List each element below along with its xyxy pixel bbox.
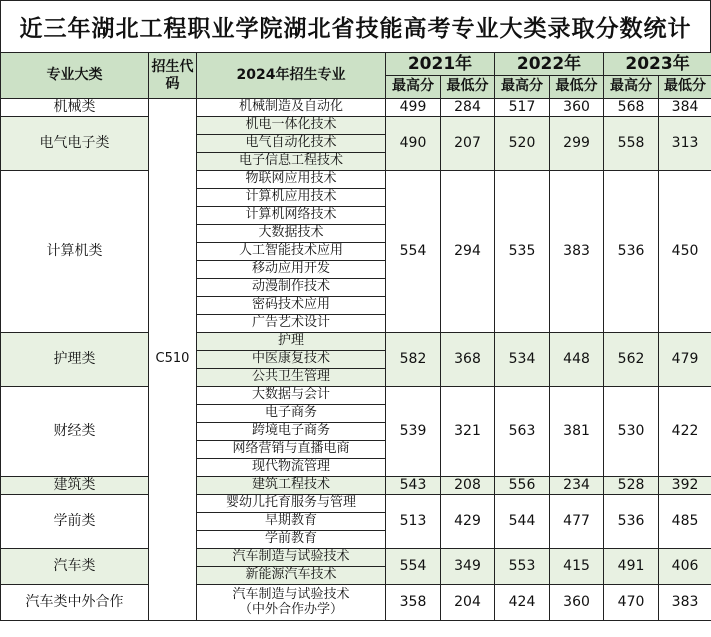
max-score-cell: 490 [386,117,441,171]
major-cell: 计算机应用技术 [197,189,386,207]
table-row [1,171,711,189]
max-score-cell: 513 [386,495,441,549]
major-cell: 广告艺术设计 [197,315,386,333]
header-category: 专业大类 [1,53,149,99]
max-score-cell: 517 [495,99,550,117]
table-row [1,99,711,117]
major-line: （中外合作办学） [238,601,343,617]
page-title: 近三年湖北工程职业学院湖北省技能高考专业大类录取分数统计 [0,0,711,52]
table-row [1,333,711,351]
min-score-cell: 368 [441,333,495,387]
min-score-cell: 485 [659,495,711,549]
min-score-cell: 321 [441,387,495,477]
major-cell: 大数据技术 [197,225,386,243]
min-score-cell: 415 [550,549,604,585]
major-cell: 网络营销与直播电商 [197,441,386,459]
major-cell: 物联网应用技术 [197,171,386,189]
table-row [1,495,711,513]
max-score-cell: 568 [604,99,659,117]
min-score-cell: 383 [550,171,604,333]
max-score-cell: 539 [386,387,441,477]
header-year-2022: 2022年 [495,53,604,76]
header-year-2021: 2021年 [386,53,495,76]
max-score-cell: 358 [386,585,441,621]
max-score-cell: 582 [386,333,441,387]
max-score-cell: 556 [495,477,550,495]
category-cell: 建筑类 [1,477,149,495]
max-score-cell: 563 [495,387,550,477]
major-cell: 动漫制作技术 [197,279,386,297]
major-cell: 计算机网络技术 [197,207,386,225]
min-score-cell: 384 [659,99,711,117]
max-score-cell: 554 [386,549,441,585]
min-score-cell: 422 [659,387,711,477]
table-body [1,99,711,621]
max-score-cell: 536 [604,495,659,549]
category-cell: 学前类 [1,495,149,549]
major-cell: 新能源汽车技术 [197,567,386,585]
header-max: 最高分 [386,76,441,99]
major-cell: 建筑工程技术 [197,477,386,495]
category-cell: 汽车类 [1,549,149,585]
category-cell: 财经类 [1,387,149,477]
min-score-cell: 406 [659,549,711,585]
header-code: 招生代码 [149,53,197,99]
max-score-cell: 491 [604,549,659,585]
min-score-cell: 360 [550,99,604,117]
code-cell: C510 [149,99,197,621]
max-score-cell: 520 [495,117,550,171]
max-score-cell: 530 [604,387,659,477]
major-cell: 跨境电子商务 [197,423,386,441]
max-score-cell: 535 [495,171,550,333]
category-cell: 计算机类 [1,171,149,333]
min-score-cell: 299 [550,117,604,171]
min-score-cell: 477 [550,495,604,549]
category-cell: 机械类 [1,99,149,117]
min-score-cell: 450 [659,171,711,333]
min-score-cell: 448 [550,333,604,387]
major-cell: 公共卫生管理 [197,369,386,387]
min-score-cell: 381 [550,387,604,477]
max-score-cell: 544 [495,495,550,549]
max-score-cell: 499 [386,99,441,117]
major-cell: 汽车制造与试验技术 [197,549,386,567]
min-score-cell: 208 [441,477,495,495]
header-max: 最高分 [604,76,659,99]
header-major: 2024年招生专业 [197,53,386,99]
min-score-cell: 383 [659,585,711,621]
table-row [1,585,711,621]
max-score-cell: 543 [386,477,441,495]
min-score-cell: 234 [550,477,604,495]
major-cell: 移动应用开发 [197,261,386,279]
max-score-cell: 534 [495,333,550,387]
min-score-cell: 479 [659,333,711,387]
major-cell: 中医康复技术 [197,351,386,369]
min-score-cell: 392 [659,477,711,495]
major-cell: 电子信息工程技术 [197,153,386,171]
major-cell: 婴幼儿托育服务与管理 [197,495,386,513]
major-cell: 护理 [197,333,386,351]
max-score-cell: 424 [495,585,550,621]
table-row [1,477,711,495]
max-score-cell: 554 [386,171,441,333]
max-score-cell: 536 [604,171,659,333]
table-row [1,117,711,135]
header-min: 最低分 [659,76,711,99]
min-score-cell: 204 [441,585,495,621]
category-cell: 护理类 [1,333,149,387]
major-cell: 电子商务 [197,405,386,423]
min-score-cell: 429 [441,495,495,549]
category-cell: 汽车类中外合作 [1,585,149,621]
max-score-cell: 470 [604,585,659,621]
major-cell: 大数据与会计 [197,387,386,405]
major-cell: 密码技术应用 [197,297,386,315]
max-score-cell: 553 [495,549,550,585]
category-cell: 电气电子类 [1,117,149,171]
header-min: 最低分 [550,76,604,99]
header-year-2023: 2023年 [604,53,711,76]
admission-score-table [0,52,711,621]
major-cell: 机械制造及自动化 [197,99,386,117]
major-cell: 早期教育 [197,513,386,531]
min-score-cell: 207 [441,117,495,171]
max-score-cell: 558 [604,117,659,171]
min-score-cell: 284 [441,99,495,117]
table-row [1,549,711,567]
max-score-cell: 528 [604,477,659,495]
major-cell [197,585,386,621]
major-cell: 人工智能技术应用 [197,243,386,261]
min-score-cell: 360 [550,585,604,621]
major-cell: 机电一体化技术 [197,117,386,135]
header-min: 最低分 [441,76,495,99]
max-score-cell: 562 [604,333,659,387]
min-score-cell: 294 [441,171,495,333]
major-cell: 学前教育 [197,531,386,549]
major-line: 汽车制造与试验技术 [232,586,350,602]
major-cell: 电气自动化技术 [197,135,386,153]
min-score-cell: 313 [659,117,711,171]
major-cell: 现代物流管理 [197,459,386,477]
table-row [1,387,711,405]
min-score-cell: 349 [441,549,495,585]
header-max: 最高分 [495,76,550,99]
